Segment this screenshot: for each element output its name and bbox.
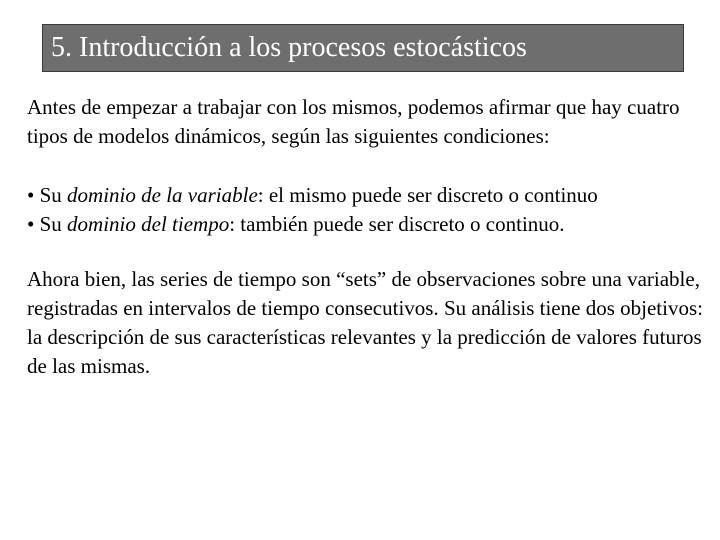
closing-paragraph: Ahora bien, las series de tiempo son “sets” de observaciones sobre una variable, registradas en intervalos de tiempo consecutivos. Su análisis tiene dos objetivos: la descripción de sus características relevantes y la predicción de valores futuros de las mismas. xyxy=(27,267,703,378)
slide-title: 5. Introducción a los procesos estocásticos xyxy=(51,32,527,63)
bullet-text: : el mismo puede ser discreto o continuo xyxy=(257,183,598,207)
spacer xyxy=(27,151,707,181)
slide-body xyxy=(27,93,707,381)
bullet-marker: • xyxy=(27,183,40,207)
bullet-text: : también puede ser discreto o continuo. xyxy=(229,212,565,236)
slide-title-bar xyxy=(42,24,684,72)
spacer xyxy=(27,239,707,265)
bullet-prefix: Su xyxy=(39,212,68,236)
bullet-term: dominio del tiempo xyxy=(67,212,230,236)
bullet-marker: • xyxy=(27,212,40,236)
bullet-item-time-domain xyxy=(27,210,707,239)
bullet-item-variable-domain xyxy=(27,181,707,210)
bullet-term: dominio de la variable xyxy=(67,183,258,207)
bullet-prefix: Su xyxy=(39,183,68,207)
intro-paragraph: Antes de empezar a trabajar con los mismos, podemos afirmar que hay cuatro tipos de modelos dinámicos, según las siguientes condiciones: xyxy=(27,95,680,148)
